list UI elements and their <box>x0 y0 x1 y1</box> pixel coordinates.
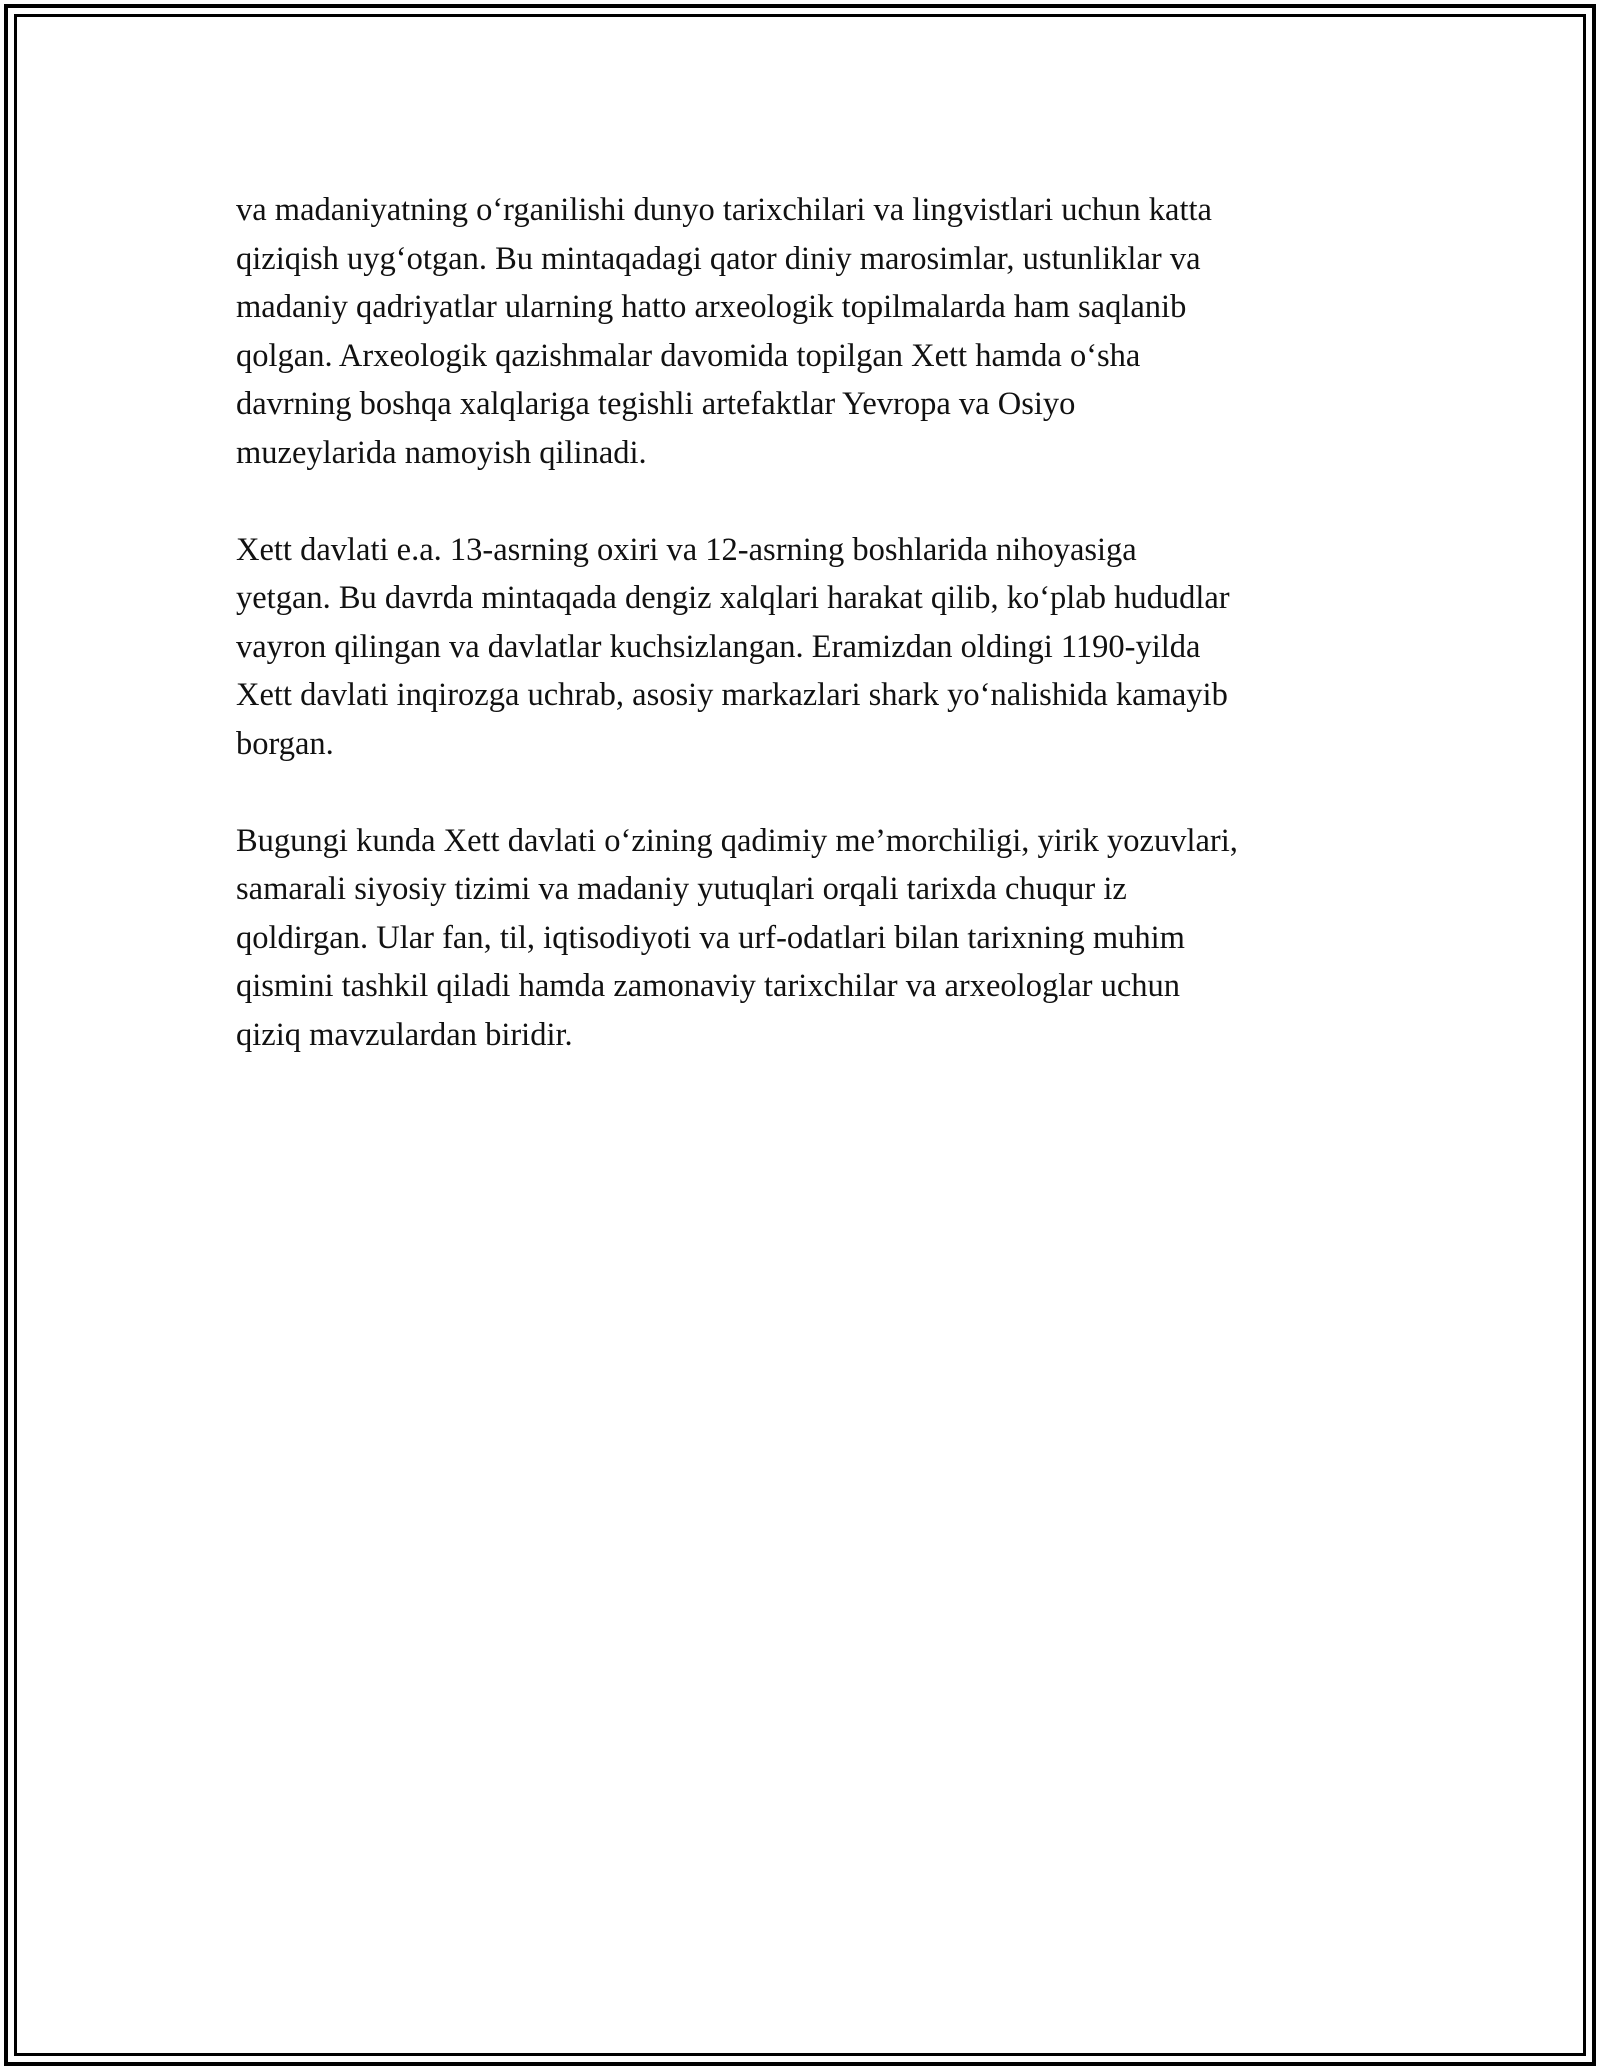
text-line: Xett davlati inqirozga uchrab, asosiy markazlari shark yo‘nalishida kamayib <box>236 677 1228 713</box>
text-line: Bugungi kunda Xett davlati o‘zining qadimiy me’morchiligi, yirik yozuvlari, <box>236 822 1238 859</box>
text-line: qismini tashkil qiladi hamda zamonaviy tarixchilar va arxeologlar uchun <box>236 968 1181 1004</box>
text-line: borgan. <box>236 725 334 762</box>
text-line: yetgan. Bu davrda mintaqada dengiz xalqlari harakat qilib, ko‘plab hududlar <box>236 580 1230 616</box>
text-line: va madaniyatning o‘rganilishi dunyo tarixchilari va lingvistlari uchun katta <box>236 192 1212 228</box>
text-line: muzeylarida namoyish qilinadi. <box>236 434 647 471</box>
text-line: samarali siyosiy tizimi va madaniy yutuqlari orqali tarixda chuqur iz <box>236 871 1127 907</box>
text-line: Xett davlati e.a. 13-asrning oxiri va 12-asrning boshlarida nihoyasiga <box>236 531 1137 568</box>
paragraph-1 <box>236 186 1376 477</box>
text-line: vayron qilingan va davlatlar kuchsizlangan. Eramizdan oldingi 1190-yilda <box>236 628 1201 665</box>
text-line: qoldirgan. Ular fan, til, iqtisodiyoti va urf-odatlari bilan tarixning muhim <box>236 919 1185 956</box>
text-line: davrning boshqa xalqlariga tegishli artefaktlar Yevropa va Osiyo <box>236 386 1076 422</box>
text-line: madaniy qadriyatlar ularning hatto arxeologik topilmalarda ham saqlanib <box>236 289 1187 325</box>
text-line: qiziqish uyg‘otgan. Bu mintaqadagi qator diniy marosimlar, ustunliklar va <box>236 240 1201 277</box>
text-line: qolgan. Arxeologik qazishmalar davomida topilgan Xett hamda o‘sha <box>236 337 1141 374</box>
document-body <box>236 186 1376 1108</box>
paragraph-3 <box>236 817 1376 1060</box>
paragraph-2 <box>236 526 1376 769</box>
text-line: qiziq mavzulardan biridir. <box>236 1016 573 1053</box>
